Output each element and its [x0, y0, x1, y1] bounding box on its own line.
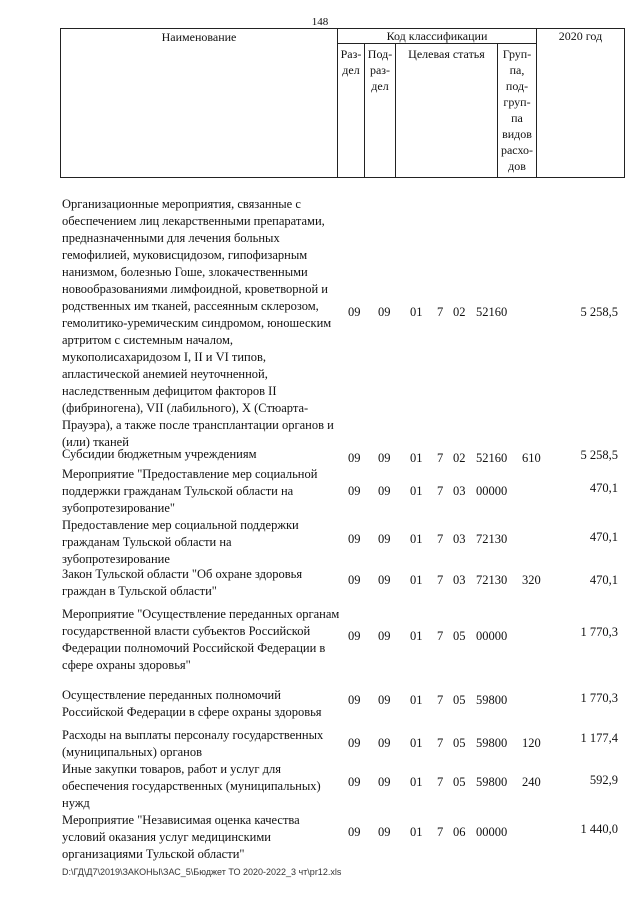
row-target-subprogram: 7	[437, 484, 444, 498]
header-classification-label: Код классификации	[386, 29, 488, 43]
row-target-subprogram: 7	[437, 532, 444, 546]
row-amount: 470,1	[589, 573, 618, 587]
table-row	[62, 606, 622, 674]
row-section: 09	[348, 693, 361, 707]
row-target-program: 01	[410, 573, 423, 587]
header-year-label: 2020 год	[558, 29, 603, 43]
row-amount: 592,9	[589, 773, 618, 787]
row-name: Расходы на выплаты персоналу государственных (муниципальных) органов	[62, 728, 324, 759]
row-expense-group: 120	[522, 736, 541, 750]
row-name: Иные закупки товаров, работ и услуг для обеспечения государственных (муниципальных) нужд	[62, 762, 321, 810]
row-name: Закон Тульской области "Об охране здоровья граждан в Тульской области"	[62, 567, 303, 598]
row-amount: 1 177,4	[580, 731, 618, 745]
row-amount: 5 258,5	[580, 305, 618, 319]
row-name: Осуществление переданных полномочий Российской Федерации в сфере охраны здоровья	[62, 688, 322, 719]
row-target-direction: 59800	[476, 693, 508, 707]
row-subsection: 09	[378, 736, 391, 750]
row-section: 09	[348, 775, 361, 789]
table-row	[62, 517, 622, 568]
row-target-program: 01	[410, 305, 423, 319]
row-target-subprogram: 7	[437, 736, 444, 750]
header-target-label: Целевая статья	[408, 47, 485, 61]
table-row	[62, 687, 622, 721]
row-subsection: 09	[378, 775, 391, 789]
row-target-direction: 52160	[476, 305, 508, 319]
row-amount: 1 770,3	[580, 625, 618, 639]
row-target-subprogram: 7	[437, 629, 444, 643]
row-target-direction: 00000	[476, 484, 508, 498]
row-target-event: 05	[453, 736, 466, 750]
table-row	[62, 447, 622, 467]
row-name: Мероприятие "Предоставление мер социальной поддержки гражданам Тульской области на зубопротезирование"	[62, 467, 318, 515]
row-name: Мероприятие "Осуществление переданных органам государственной власти субъектов Российской Федерации полномочий Российской Федерации в сфере охраны здоровья"	[62, 607, 340, 672]
row-subsection: 09	[378, 305, 391, 319]
row-amount: 5 258,5	[580, 448, 618, 462]
row-target-program: 01	[410, 775, 423, 789]
row-target-program: 01	[410, 825, 423, 839]
row-target-subprogram: 7	[437, 305, 444, 319]
table-row	[62, 196, 622, 449]
row-name: Организационные мероприятия, связанные с обеспечением лиц лекарственными препаратами, предназначенными для лечения больных гемофилией, муковисцидозом, гипофизарным нанизмом, болезнью Гоше, злокачественными новообразованиями лимфоидной, кроветворной и родственных им тканей, рассеянным склерозом, гемолитико-уремическим синдромом, юношеским артритом с системным началом, мукополисахаридозом I, II и VI типов, апластической анемией неуточненной, наследственным дефицитом факторов II (фибриногена), VII (лабильного), X (Стюарта-Прауэра), а также после трансплантации органов и (или) тканей	[62, 197, 334, 449]
row-section: 09	[348, 484, 361, 498]
row-target-direction: 52160	[476, 451, 508, 465]
row-section: 09	[348, 451, 361, 465]
row-target-program: 01	[410, 484, 423, 498]
file-path-footer: D:\ГД\Д7\2019\ЗАКОНЫ\ЗАС_5\Бюджет ТО 2020-2022_3 чт\pr12.xls	[62, 867, 342, 877]
row-target-subprogram: 7	[437, 573, 444, 587]
row-target-direction: 72130	[476, 573, 508, 587]
row-target-event: 05	[453, 693, 466, 707]
row-target-event: 03	[453, 484, 466, 498]
row-target-event: 05	[453, 775, 466, 789]
table-row	[62, 727, 622, 761]
row-section: 09	[348, 736, 361, 750]
row-target-event: 03	[453, 532, 466, 546]
row-target-program: 01	[410, 629, 423, 643]
row-section: 09	[348, 629, 361, 643]
row-subsection: 09	[378, 629, 391, 643]
row-amount: 470,1	[589, 530, 618, 544]
row-subsection: 09	[378, 573, 391, 587]
row-subsection: 09	[378, 532, 391, 546]
row-target-program: 01	[410, 736, 423, 750]
row-target-event: 06	[453, 825, 466, 839]
table-row	[62, 812, 622, 863]
row-target-event: 03	[453, 573, 466, 587]
row-amount: 1 440,0	[580, 822, 618, 836]
row-target-event: 02	[453, 451, 466, 465]
page-number: 148	[311, 16, 329, 28]
row-section: 09	[348, 573, 361, 587]
row-name: Предоставление мер социальной поддержки гражданам Тульской области на зубопротезирование	[62, 518, 299, 566]
row-target-program: 01	[410, 451, 423, 465]
row-target-program: 01	[410, 693, 423, 707]
row-target-event: 02	[453, 305, 466, 319]
row-target-direction: 00000	[476, 629, 508, 643]
row-target-program: 01	[410, 532, 423, 546]
row-expense-group: 610	[522, 451, 541, 465]
header-section-label: Раз- дел	[340, 47, 362, 77]
row-amount: 1 770,3	[580, 691, 618, 705]
row-target-direction: 59800	[476, 775, 508, 789]
row-section: 09	[348, 305, 361, 319]
row-name: Мероприятие "Независимая оценка качества условий оказания услуг медицинскими организациями Тульской области"	[62, 813, 300, 861]
row-section: 09	[348, 825, 361, 839]
row-name: Субсидии бюджетным учреждениям	[62, 447, 257, 461]
row-subsection: 09	[378, 451, 391, 465]
row-subsection: 09	[378, 693, 391, 707]
table-row	[62, 466, 622, 517]
header-subsection-label: Под- раз- дел	[367, 47, 393, 93]
header-group-label: Груп- па, под- груп- па видов расхо- дов	[500, 47, 534, 173]
row-section: 09	[348, 532, 361, 546]
row-target-subprogram: 7	[437, 693, 444, 707]
row-target-direction: 59800	[476, 736, 508, 750]
row-target-direction: 72130	[476, 532, 508, 546]
row-expense-group: 320	[522, 573, 541, 587]
table-row	[62, 566, 622, 600]
table-row	[62, 761, 622, 812]
row-subsection: 09	[378, 484, 391, 498]
row-expense-group: 240	[522, 775, 541, 789]
row-target-subprogram: 7	[437, 825, 444, 839]
row-amount: 470,1	[589, 481, 618, 495]
row-target-subprogram: 7	[437, 451, 444, 465]
row-subsection: 09	[378, 825, 391, 839]
row-target-event: 05	[453, 629, 466, 643]
row-target-subprogram: 7	[437, 775, 444, 789]
row-target-direction: 00000	[476, 825, 508, 839]
header-name-label: Наименование	[161, 30, 237, 44]
